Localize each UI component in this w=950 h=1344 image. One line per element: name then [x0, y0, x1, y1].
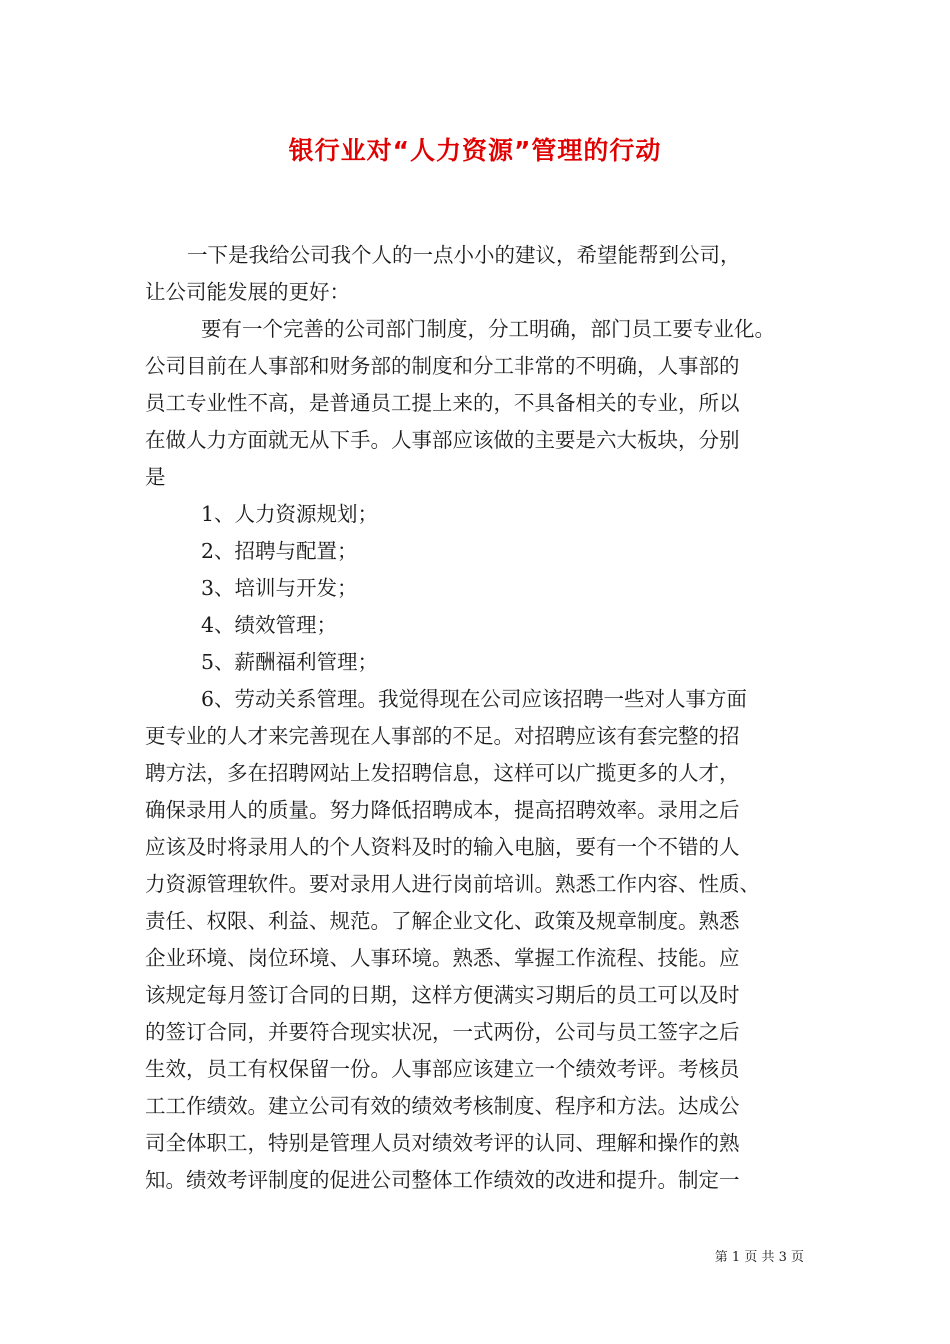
paragraph-line: 力资源管理软件。要对录用人进行岗前培训。熟悉工作内容、性质、: [145, 872, 760, 896]
document-title: 银行业对“人力资源”管理的行动: [288, 136, 662, 165]
list-item: 1、人力资源规划；: [201, 502, 379, 526]
paragraph-line: 司全体职工，特别是管理人员对绩效考评的认同、理解和操作的熟: [145, 1131, 740, 1155]
paragraph-line: 确保录用人的质量。努力降低招聘成本，提高招聘效率。录用之后: [145, 798, 740, 822]
paragraph-line: 知。绩效考评制度的促进公司整体工作绩效的改进和提升。制定一: [145, 1168, 740, 1192]
list-item: 4、绩效管理；: [201, 613, 338, 637]
list-item: 2、招聘与配置；: [201, 539, 358, 563]
list-item: 6、劳动关系管理。我觉得现在公司应该招聘一些对人事方面: [201, 687, 748, 711]
list-item: 3、培训与开发；: [201, 576, 358, 600]
paragraph-line: 应该及时将录用人的个人资料及时的输入电脑，要有一个不错的人: [145, 835, 740, 859]
paragraph-line: 一下是我给公司我个人的一点小小的建议，希望能帮到公司，: [187, 243, 741, 267]
paragraph-line: 公司目前在人事部和财务部的制度和分工非常的不明确，人事部的: [145, 354, 740, 378]
page-number: 第 1 页 共 3 页: [714, 1250, 804, 1265]
paragraph-line: 让公司能发展的更好：: [145, 280, 350, 304]
paragraph-line: 的签订合同，并要符合现实状况，一式两份，公司与员工签字之后: [145, 1020, 740, 1044]
paragraph-line: 要有一个完善的公司部门制度，分工明确，部门员工要专业化。: [201, 317, 775, 341]
document-body: [145, 237, 810, 1199]
paragraph-line: 该规定每月签订合同的日期，这样方便满实习期后的员工可以及时: [145, 983, 740, 1007]
paragraph-line: 更专业的人才来完善现在人事部的不足。对招聘应该有套完整的招: [145, 724, 740, 748]
paragraph-line: 责任、权限、利益、规范。了解企业文化、政策及规章制度。熟悉: [145, 909, 740, 933]
paragraph-line: 工工作绩效。建立公司有效的绩效考核制度、程序和方法。达成公: [145, 1094, 740, 1118]
list-item: 5、薪酬福利管理；: [201, 650, 379, 674]
paragraph-line: 生效，员工有权保留一份。人事部应该建立一个绩效考评。考核员: [145, 1057, 740, 1081]
paragraph-line: 企业环境、岗位环境、人事环境。熟悉、掌握工作流程、技能。应: [145, 946, 740, 970]
paragraph-line: 员工专业性不高，是普通员工提上来的，不具备相关的专业，所以: [145, 391, 740, 415]
paragraph-line: 是: [145, 465, 166, 489]
paragraph-line: 在做人力方面就无从下手。人事部应该做的主要是六大板块，分别: [145, 428, 740, 452]
paragraph-line: 聘方法，多在招聘网站上发招聘信息，这样可以广揽更多的人才，: [145, 761, 740, 785]
